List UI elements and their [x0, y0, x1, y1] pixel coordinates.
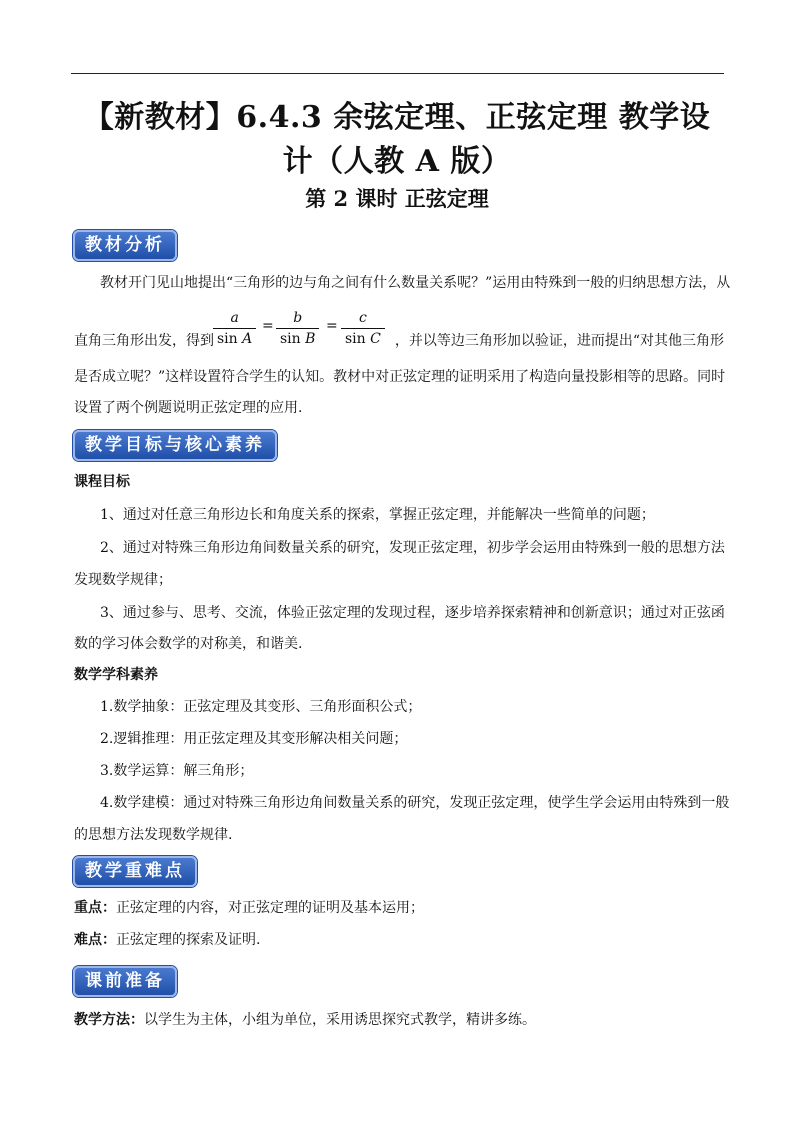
fraction-a-numerator: a — [213, 308, 256, 329]
literacy-3: 3.数学运算：解三角形； — [100, 763, 254, 779]
analysis-line-2-after: ，并以等边三角形加以验证，进而提出“对其他三角形 — [394, 333, 725, 349]
teaching-method — [74, 1010, 724, 1030]
lesson-subtitle: 第 2 课时 正弦定理 — [305, 186, 489, 211]
goal-1: 1、通过对任意三角形边长和角度关系的探索，掌握正弦定理，并能解决一些简单的问题； — [100, 507, 655, 523]
fraction-b-denominator: sin B — [280, 331, 316, 347]
fraction-a-denominator: sin A — [217, 331, 253, 347]
analysis-line-4: 设置了两个例题说明正弦定理的应用. — [74, 400, 303, 416]
teaching-method-text: 以学生为主体，小组为单位，采用诱思探究式教学，精讲多练。 — [144, 1012, 536, 1028]
key-point-label: 重点： — [74, 900, 116, 916]
goal-3-line-2: 数的学习体会数学的对称美，和谐美. — [74, 636, 303, 652]
fraction-b-numerator: b — [276, 308, 319, 329]
literacy-heading: 数学学科素养 — [74, 667, 158, 683]
analysis-line-3: 是否成立呢？”这样设置符合学生的认知。教材中对正弦定理的证明采用了构造向量投影相等的思路。同时 — [74, 369, 726, 385]
goal-3-line-1: 3、通过参与、思考、交流，体验正弦定理的发现过程，逐步培养探索精神和创新意识；通过对正弦函 — [100, 605, 725, 621]
goal-2-line-2: 发现数学规律； — [74, 572, 172, 588]
literacy-2: 2.逻辑推理：用正弦定理及其变形解决相关问题； — [100, 731, 408, 747]
section-badge-goals: 教学目标与核心素养 — [73, 430, 277, 461]
title-line-1: 【新教材】6.4.3 余弦定理、正弦定理 教学设 — [83, 100, 711, 135]
fraction-c-numerator: c — [341, 308, 385, 329]
analysis-line-2-before: 直角三角形出发，得到 — [74, 333, 214, 349]
fraction-c-over-sin-c — [341, 308, 385, 349]
equals-sign-2: = — [326, 318, 338, 334]
course-goals-heading: 课程目标 — [74, 474, 130, 490]
section-badge-analysis: 教材分析 — [73, 230, 177, 261]
equals-sign-1: = — [262, 318, 274, 334]
fraction-a-over-sin-a — [213, 308, 256, 349]
fraction-b-over-sin-b — [276, 308, 319, 349]
teaching-method-label: 教学方法： — [74, 1012, 144, 1028]
title-line-2: 计（人教 A 版） — [282, 144, 512, 179]
section-badge-prep: 课前准备 — [73, 966, 177, 997]
document-title — [60, 96, 734, 184]
literacy-1: 1.数学抽象：正弦定理及其变形、三角形面积公式； — [100, 699, 422, 715]
key-point-text: 正弦定理的内容，对正弦定理的证明及基本运用； — [116, 900, 424, 916]
fraction-c-denominator: sin C — [345, 331, 381, 347]
literacy-4-line-2: 的思想方法发现数学规律. — [74, 827, 233, 843]
analysis-line-1: 教材开门见山地提出“三角形的边与角之间有什么数量关系呢？”运用由特殊到一般的归纳思想方法，从 — [100, 275, 731, 291]
key-point — [74, 898, 724, 918]
literacy-4-line-1: 4.数学建模：通过对特殊三角形边角间数量关系的研究，发现正弦定理，使学生学会运用由特殊到一般 — [100, 795, 730, 811]
goal-2-line-1: 2、通过对特殊三角形边角间数量关系的研究，发现正弦定理，初步学会运用由特殊到一般的思想方法 — [100, 540, 725, 556]
difficult-point-text: 正弦定理的探索及证明. — [116, 932, 261, 948]
analysis-line-2 — [74, 331, 724, 351]
header-rule — [71, 73, 724, 74]
difficult-point — [74, 930, 724, 950]
difficult-point-label: 难点： — [74, 932, 116, 948]
section-badge-keypoints: 教学重难点 — [73, 856, 197, 887]
